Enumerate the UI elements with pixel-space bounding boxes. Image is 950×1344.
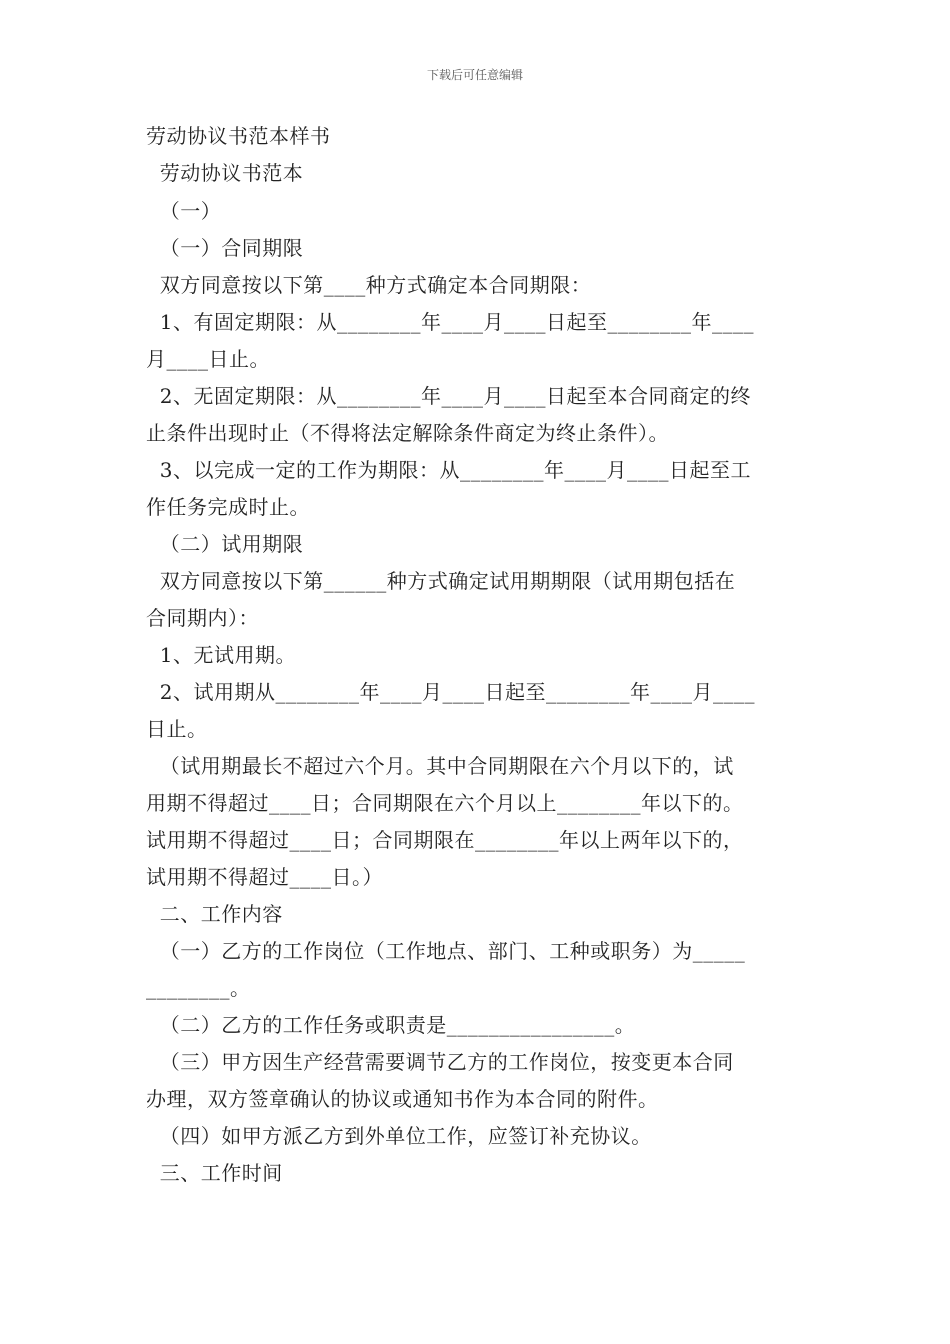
paragraph-line: 1、有固定期限：从________年____月____日起至________年____: [146, 310, 754, 334]
paragraph-line: （二）乙方的工作任务或职责是________________。: [146, 1013, 636, 1037]
paragraph-line: 作任务完成时止。: [146, 495, 310, 519]
paragraph-line: （试用期最长不超过六个月。其中合同期限在六个月以下的，试: [146, 754, 734, 778]
paragraph-line: （一）: [146, 199, 222, 223]
paragraph-line: （一）乙方的工作岗位（工作地点、部门、工种或职务）为_____: [146, 939, 746, 963]
paragraph-line: 止条件出现时止（不得将法定解除条件商定为终止条件）。: [146, 421, 669, 445]
paragraph-line: 3、以完成一定的工作为期限：从________年____月____日起至工: [146, 458, 751, 482]
paragraph-line: 日止。: [146, 717, 208, 741]
paragraph-line: 双方同意按以下第______种方式确定试用期期限（试用期包括在: [146, 569, 736, 593]
section-heading: （二）试用期限: [146, 532, 304, 556]
paragraph-line: 双方同意按以下第____种方式确定本合同期限：: [146, 273, 592, 297]
paragraph-line: （四）如甲方派乙方到外单位工作，应签订补充协议。: [146, 1124, 652, 1148]
section-heading: （一）合同期限: [146, 236, 304, 260]
paragraph-line: 试用期不得超过____日；合同期限在________年以上两年以下的，: [146, 828, 744, 852]
page-header: 下载后可任意编辑: [426, 68, 523, 82]
paragraph-line: 用期不得超过____日；合同期限在六个月以上________年以下的。: [146, 791, 744, 815]
section-heading: 二、工作内容: [146, 902, 283, 926]
paragraph-line: 办理，双方签章确认的协议或通知书作为本合同的附件。: [146, 1087, 659, 1111]
paragraph-line: 1、无试用期。: [146, 643, 296, 667]
paragraph-line: 2、无固定期限：从________年____月____日起至本合同商定的终: [146, 384, 751, 408]
doc-subtitle: 劳动协议书范本: [146, 161, 304, 185]
doc-title: 劳动协议书范本样书: [146, 124, 331, 148]
paragraph-line: 月____日止。: [146, 347, 270, 371]
paragraph-line: 试用期不得超过____日。）: [146, 865, 383, 889]
section-heading: 三、工作时间: [146, 1161, 283, 1185]
paragraph-line: ________。: [146, 976, 251, 1000]
paragraph-line: （三）甲方因生产经营需要调节乙方的工作岗位，按变更本合同: [146, 1050, 734, 1074]
paragraph-line: 合同期内）：: [146, 606, 259, 630]
paragraph-line: 2、试用期从________年____月____日起至________年____月____: [146, 680, 755, 704]
